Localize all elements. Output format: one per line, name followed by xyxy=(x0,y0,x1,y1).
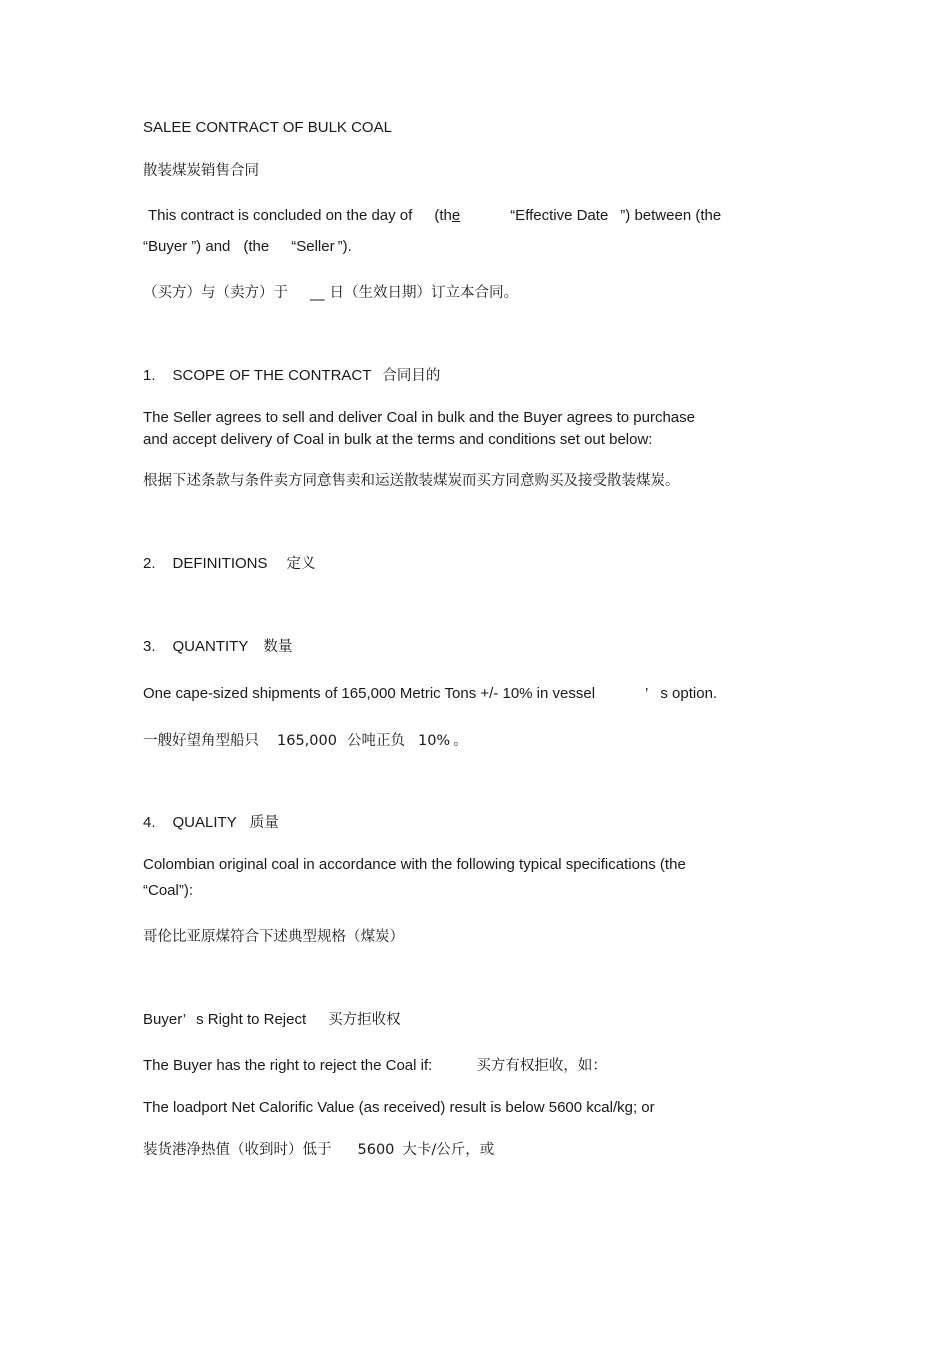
section-number: 3. xyxy=(143,638,156,655)
reject-line-2: The loadport Net Calorific Value (as received) result is below 5600 kcal/kg; or xyxy=(143,1099,655,1116)
section-4-body-en-2: “Coal”): xyxy=(143,882,194,899)
intro-buyer: “Buyer xyxy=(143,238,188,255)
reject-heading-text: Buyer xyxy=(143,1011,183,1028)
reject-heading-text: s Right to Reject xyxy=(196,1011,307,1028)
intro-underline: e xyxy=(451,207,461,224)
section-title-zh: 质量 xyxy=(249,815,279,831)
section-title-zh: 数量 xyxy=(263,639,293,655)
body-text-zh: 一艘好望角型船只 xyxy=(143,733,259,749)
intro-text: ”) between (the xyxy=(620,207,722,224)
intro-line-1 xyxy=(148,206,721,226)
intro-text: (the xyxy=(243,238,270,255)
body-text-zh: 。 xyxy=(453,733,468,749)
reject-text-zh: 装货港净热值（收到时）低于 xyxy=(143,1142,332,1158)
section-3-body-zh xyxy=(143,731,468,751)
section-number: 1. xyxy=(143,367,156,384)
intro-text: ”). xyxy=(337,238,352,255)
contract-title-zh: 散装煤炭销售合同 xyxy=(143,163,259,179)
section-title: QUANTITY xyxy=(172,638,249,655)
body-text-zh: 165,000 xyxy=(277,733,337,749)
body-text-zh: 10% xyxy=(417,733,451,749)
section-4-heading xyxy=(143,813,279,833)
section-number: 4. xyxy=(143,814,156,831)
section-4-body-en-1: Colombian original coal in accordance with the following typical specifications (the xyxy=(143,856,686,873)
contract-title: SALEE CONTRACT OF BULK COAL xyxy=(143,119,392,136)
intro-zh-text: 日（生效日期）订立本合同。 xyxy=(329,285,518,301)
reject-text: The Buyer has the right to reject the Coal if: xyxy=(143,1057,433,1074)
section-1-heading xyxy=(143,366,440,386)
section-title-zh: 定义 xyxy=(286,556,316,572)
body-text-zh: 公吨正负 xyxy=(346,733,405,749)
intro-zh xyxy=(143,283,518,303)
reject-heading-zh: 买方拒收权 xyxy=(328,1012,401,1028)
intro-zh-blank: __ xyxy=(310,285,325,301)
reject-line-3-zh xyxy=(143,1140,494,1160)
section-4-body-zh: 哥伦比亚原煤符合下述典型规格（煤炭） xyxy=(143,929,404,945)
reject-text-zh: 买方有权拒收，如： xyxy=(476,1058,607,1074)
reject-line-1 xyxy=(143,1056,607,1076)
reject-heading xyxy=(143,1010,401,1030)
section-number: 2. xyxy=(143,555,156,572)
intro-zh-text: （买方）与（卖方）于 xyxy=(143,285,288,301)
intro-text: ”) and xyxy=(191,238,231,255)
body-text: ’ xyxy=(645,685,649,702)
intro-effective-date: “Effective Date xyxy=(510,207,609,224)
section-1-body-zh: 根据下述条款与条件卖方同意售卖和运送散装煤炭而买方同意购买及接受散装煤炭。 xyxy=(143,473,680,489)
section-title: QUALITY xyxy=(172,814,237,831)
reject-text-zh: 5600 xyxy=(357,1142,395,1158)
reject-heading-text: ’ xyxy=(182,1011,187,1028)
reject-text-zh: /公斤，或 xyxy=(431,1142,495,1158)
section-title: DEFINITIONS xyxy=(172,555,268,572)
reject-text-zh: 大卡 xyxy=(402,1142,432,1158)
section-3-heading xyxy=(143,637,292,657)
body-text: One cape-sized shipments of 165,000 Metric Tons +/- 10% in vessel xyxy=(143,685,596,702)
intro-seller: “Seller xyxy=(291,238,335,255)
section-title: SCOPE OF THE CONTRACT xyxy=(172,367,372,384)
section-2-heading xyxy=(143,554,316,574)
section-1-body-en-1: The Seller agrees to sell and deliver Coal in bulk and the Buyer agrees to purchase xyxy=(143,409,695,426)
section-3-body-en xyxy=(143,684,717,704)
intro-text: (th xyxy=(434,207,452,224)
section-1-body-en-2: and accept delivery of Coal in bulk at the terms and conditions set out below: xyxy=(143,431,653,448)
body-text: s option. xyxy=(660,685,718,702)
intro-line-2 xyxy=(143,237,352,257)
intro-text: This contract is concluded on the day of xyxy=(148,207,413,224)
section-title-zh: 合同目的 xyxy=(382,368,441,384)
